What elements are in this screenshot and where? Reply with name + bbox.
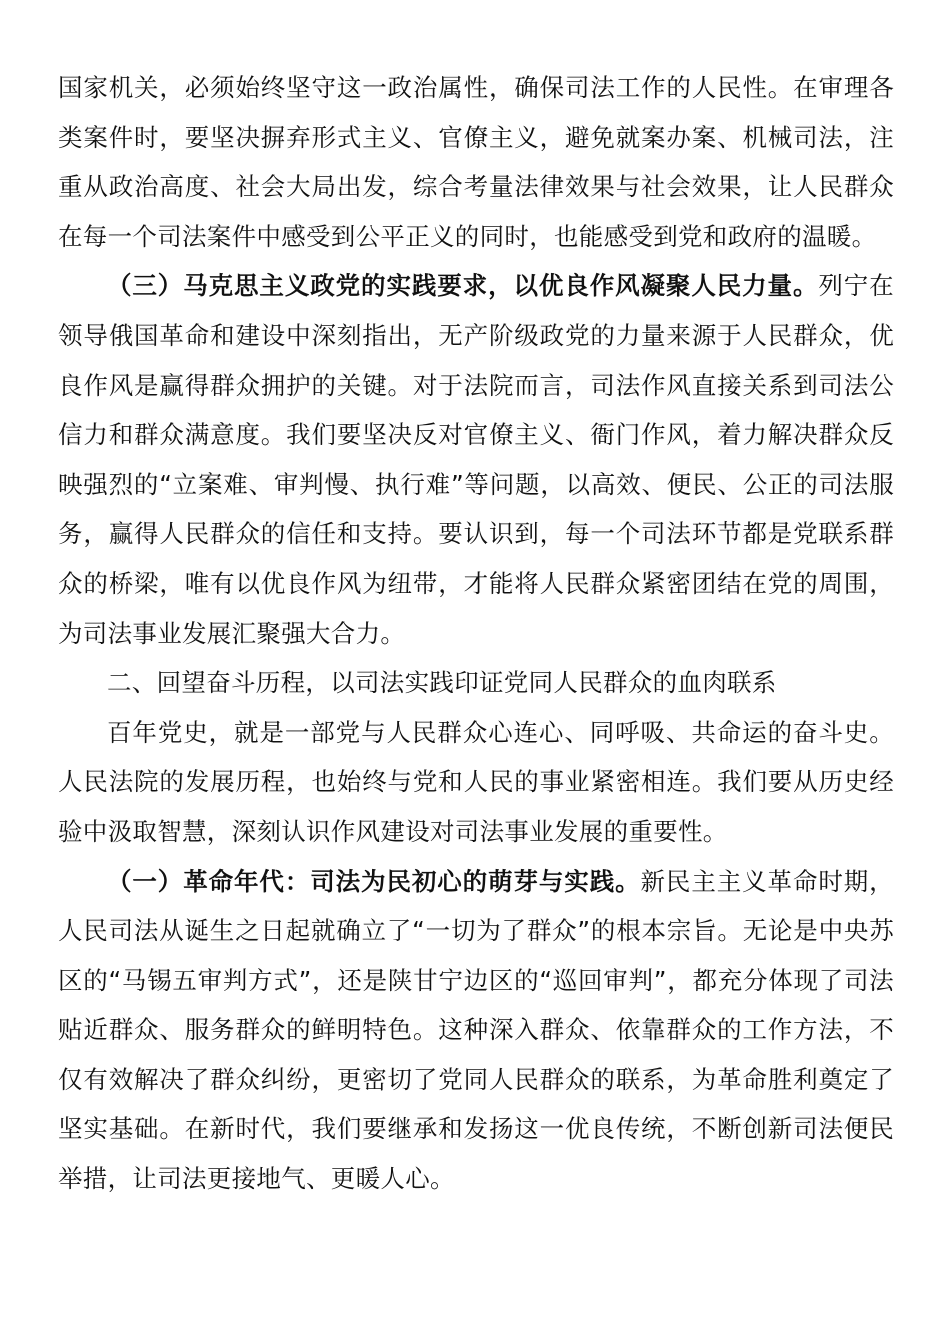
paragraph-text: 新民主主义革命时期，人民司法从诞生之日起就确立了“一切为了群众”的根本宗旨。无论是中央苏区的“马锡五审判方式”，还是陕甘宁边区的“巡回审判”，都充分体现了司法贴近群众、服务群众的鲜明特色。这种深入群众、依靠群众的工作方法，不仅有效解决了群众纠纷，更密切了党同人民群众的联系，为革命胜利奠定了坚实基础。在新时代，我们要继承和发扬这一优良传统，不断创新司法便民举措，让司法更接地气、更暖人心。 xyxy=(58,866,894,1194)
paragraph-section-3 xyxy=(58,261,894,658)
paragraph-section-1 xyxy=(58,857,894,1204)
chapter-heading xyxy=(58,658,894,708)
paragraph-text: 百年党史，就是一部党与人民群众心连心、同呼吸、共命运的奋斗史。人民法院的发展历程，也始终与党和人民的事业紧密相连。我们要从历史经验中汲取智慧，深刻认识作风建设对司法事业发展的重要性。 xyxy=(58,717,894,846)
paragraph-text: 国家机关，必须始终坚守这一政治属性，确保司法工作的人民性。在审理各类案件时，要坚决摒弃形式主义、官僚主义，避免就案办案、机械司法，注重从政治高度、社会大局出发，综合考量法律效果与社会效果，让人民群众在每一个司法案件中感受到公平正义的同时，也能感受到党和政府的温暖。 xyxy=(58,73,894,251)
document-body xyxy=(58,63,894,1204)
paragraph-continuation xyxy=(58,63,894,261)
paragraph-intro xyxy=(58,708,894,857)
paragraph-text: 列宁在领导俄国革命和建设中深刻指出，无产阶级政党的力量来源于人民群众，优良作风是赢得群众拥护的关键。对于法院而言，司法作风直接关系到司法公信力和群众满意度。我们要坚决反对官僚主义、衙门作风，着力解决群众反映强烈的“立案难、审判慢、执行难”等问题，以高效、便民、公正的司法服务，赢得人民群众的信任和支持。要认识到，每一个司法环节都是党联系群众的桥梁，唯有以优良作风为纽带，才能将人民群众紧密团结在党的周围，为司法事业发展汇聚强大合力。 xyxy=(58,271,894,648)
section-heading: （一）革命年代：司法为民初心的萌芽与实践。 xyxy=(107,866,641,896)
chapter-heading-text: 二、回望奋斗历程，以司法实践印证党同人民群众的血肉联系 xyxy=(107,668,777,698)
section-heading: （三）马克思主义政党的实践要求，以优良作风凝聚人民力量。 xyxy=(107,271,819,301)
